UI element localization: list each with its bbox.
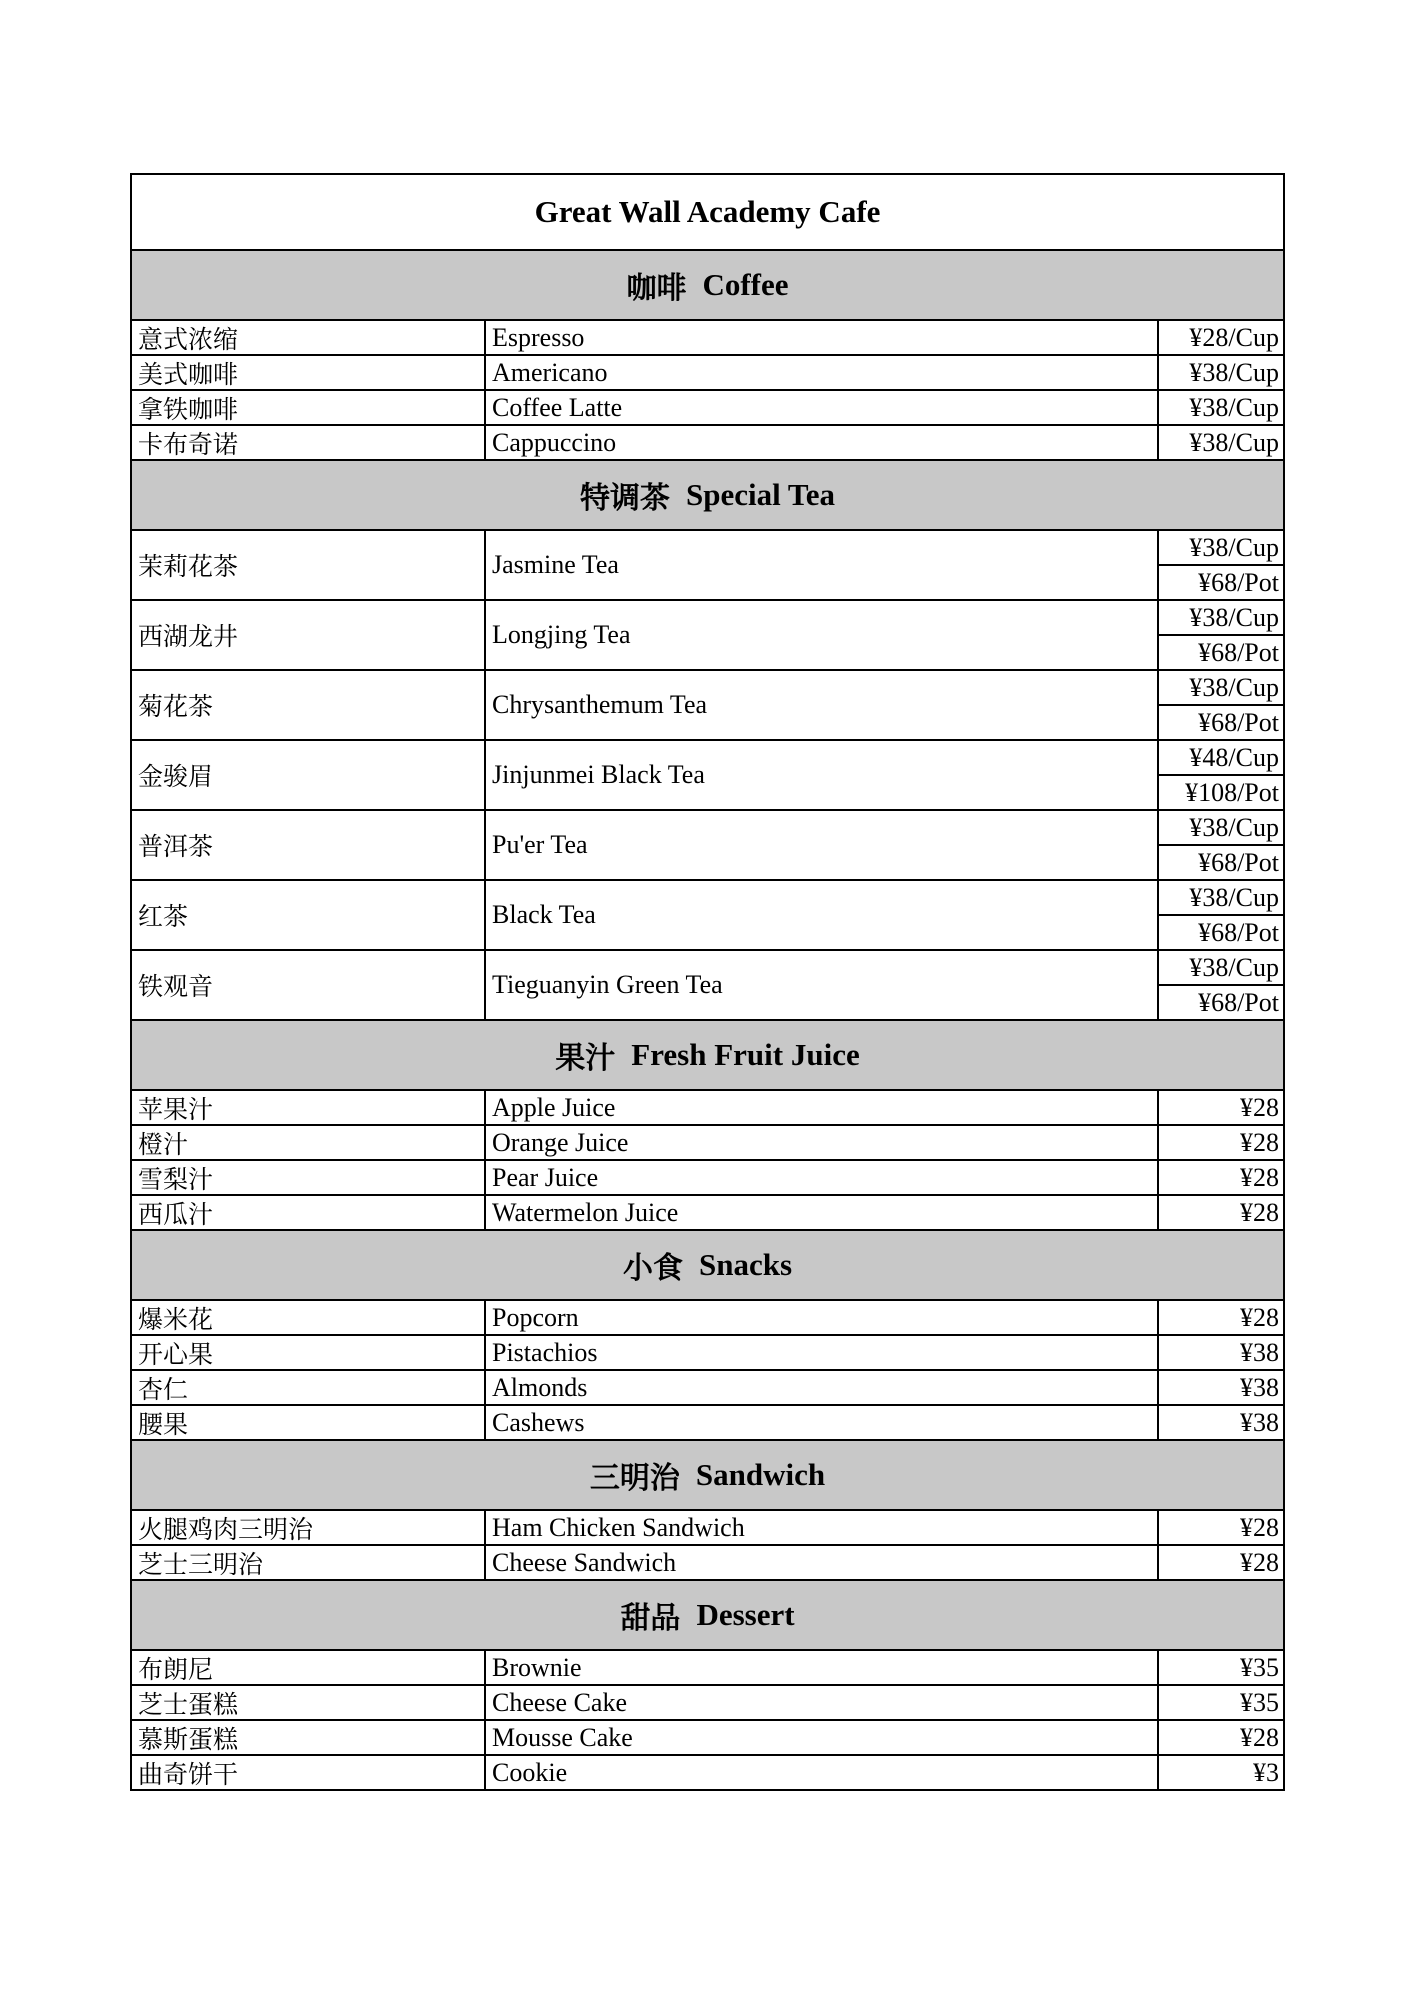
item-name-en: Almonds bbox=[486, 1371, 1159, 1404]
menu-item-row bbox=[132, 1371, 1283, 1406]
item-price: ¥68/Pot bbox=[1198, 567, 1279, 597]
item-price: ¥68/Pot bbox=[1198, 917, 1279, 947]
item-name-cn: 金骏眉 bbox=[132, 741, 486, 809]
item-name-en: Cappuccino bbox=[486, 426, 1159, 459]
item-name-cn: 开心果 bbox=[132, 1336, 486, 1369]
item-price-stack bbox=[1159, 671, 1283, 739]
item-name-cn: 红茶 bbox=[132, 881, 486, 949]
item-name-en: Cookie bbox=[486, 1756, 1159, 1789]
item-price: ¥28 bbox=[1240, 1092, 1279, 1122]
item-name-cn: 拿铁咖啡 bbox=[132, 391, 486, 424]
item-name-en: Jinjunmei Black Tea bbox=[486, 741, 1159, 809]
section-title-cn: 果汁 bbox=[555, 1041, 616, 1076]
menu-item-row bbox=[132, 1161, 1283, 1196]
menu-title: Great Wall Academy Cafe bbox=[132, 175, 1283, 251]
section-title-en: Coffee bbox=[702, 267, 789, 302]
menu-item-row bbox=[132, 1406, 1283, 1441]
section-title-en: Dessert bbox=[696, 1597, 795, 1632]
section-title-cn: 甜品 bbox=[620, 1601, 681, 1636]
item-name-cn: 芝士蛋糕 bbox=[132, 1686, 486, 1719]
menu-item-row bbox=[132, 671, 1283, 741]
item-name-en: Coffee Latte bbox=[486, 391, 1159, 424]
item-name-cn: 慕斯蛋糕 bbox=[132, 1721, 486, 1754]
item-name-en: Cheese Cake bbox=[486, 1686, 1159, 1719]
menu-item-row bbox=[132, 951, 1283, 1021]
item-name-en: Chrysanthemum Tea bbox=[486, 671, 1159, 739]
item-price: ¥48/Cup bbox=[1159, 741, 1283, 776]
item-name-en: Jasmine Tea bbox=[486, 531, 1159, 599]
item-name-en: Mousse Cake bbox=[486, 1721, 1159, 1754]
item-price: ¥38/Cup bbox=[1159, 881, 1283, 916]
item-name-cn: 卡布奇诺 bbox=[132, 426, 486, 459]
item-price: ¥38/Cup bbox=[1159, 531, 1283, 566]
menu-item-row bbox=[132, 1196, 1283, 1231]
item-price: ¥28 bbox=[1240, 1127, 1279, 1157]
item-name-en: Black Tea bbox=[486, 881, 1159, 949]
menu-item-row bbox=[132, 1546, 1283, 1581]
item-price: ¥3 bbox=[1253, 1757, 1279, 1787]
item-price: ¥38 bbox=[1240, 1372, 1279, 1402]
section-title-en: Fresh Fruit Juice bbox=[631, 1037, 860, 1072]
menu-item-row bbox=[132, 741, 1283, 811]
item-price: ¥38/Cup bbox=[1159, 951, 1283, 986]
item-price: ¥28 bbox=[1240, 1722, 1279, 1752]
section-header bbox=[132, 1581, 1283, 1651]
section-title-en: Special Tea bbox=[685, 477, 835, 512]
menu-item-row bbox=[132, 356, 1283, 391]
menu-item-row bbox=[132, 1301, 1283, 1336]
item-name-en: Espresso bbox=[486, 321, 1159, 354]
menu-sections bbox=[132, 251, 1283, 1789]
item-price-stack bbox=[1159, 741, 1283, 809]
item-name-en: Popcorn bbox=[486, 1301, 1159, 1334]
menu-item-row bbox=[132, 1721, 1283, 1756]
item-name-cn: 腰果 bbox=[132, 1406, 486, 1439]
item-name-cn: 曲奇饼干 bbox=[132, 1756, 486, 1789]
item-name-en: Ham Chicken Sandwich bbox=[486, 1511, 1159, 1544]
item-name-en: Americano bbox=[486, 356, 1159, 389]
item-name-en: Pu'er Tea bbox=[486, 811, 1159, 879]
item-price: ¥38/Cup bbox=[1189, 357, 1279, 387]
section-header bbox=[132, 1021, 1283, 1091]
menu-item-row bbox=[132, 1686, 1283, 1721]
menu-item-row bbox=[132, 1091, 1283, 1126]
item-name-cn: 西瓜汁 bbox=[132, 1196, 486, 1229]
item-name-en: Orange Juice bbox=[486, 1126, 1159, 1159]
item-price-stack bbox=[1159, 881, 1283, 949]
menu-item-row bbox=[132, 391, 1283, 426]
item-name-cn: 爆米花 bbox=[132, 1301, 486, 1334]
item-name-en: Brownie bbox=[486, 1651, 1159, 1684]
section-title-cn: 咖啡 bbox=[626, 271, 687, 306]
item-name-cn: 菊花茶 bbox=[132, 671, 486, 739]
section-header bbox=[132, 251, 1283, 321]
menu-item-row bbox=[132, 321, 1283, 356]
item-name-cn: 布朗尼 bbox=[132, 1651, 486, 1684]
item-name-en: Apple Juice bbox=[486, 1091, 1159, 1124]
item-name-cn: 杏仁 bbox=[132, 1371, 486, 1404]
item-price: ¥28 bbox=[1240, 1547, 1279, 1577]
item-name-cn: 火腿鸡肉三明治 bbox=[132, 1511, 486, 1544]
item-price: ¥35 bbox=[1240, 1652, 1279, 1682]
item-price: ¥68/Pot bbox=[1198, 637, 1279, 667]
menu-item-row bbox=[132, 1756, 1283, 1789]
item-name-en: Tieguanyin Green Tea bbox=[486, 951, 1159, 1019]
item-name-cn: 普洱茶 bbox=[132, 811, 486, 879]
item-price-stack bbox=[1159, 531, 1283, 599]
menu-item-row bbox=[132, 601, 1283, 671]
item-name-cn: 茉莉花茶 bbox=[132, 531, 486, 599]
item-name-en: Cheese Sandwich bbox=[486, 1546, 1159, 1579]
item-price: ¥28 bbox=[1240, 1302, 1279, 1332]
item-price: ¥38 bbox=[1240, 1337, 1279, 1367]
item-price: ¥35 bbox=[1240, 1687, 1279, 1717]
item-price: ¥68/Pot bbox=[1198, 847, 1279, 877]
section-title-en: Sandwich bbox=[695, 1457, 826, 1492]
menu-item-row bbox=[132, 531, 1283, 601]
item-name-cn: 苹果汁 bbox=[132, 1091, 486, 1124]
section-title-cn: 特调茶 bbox=[579, 481, 670, 516]
item-price: ¥38 bbox=[1240, 1407, 1279, 1437]
item-name-cn: 美式咖啡 bbox=[132, 356, 486, 389]
item-price: ¥38/Cup bbox=[1159, 671, 1283, 706]
section-title-en: Snacks bbox=[698, 1247, 793, 1282]
item-name-en: Longjing Tea bbox=[486, 601, 1159, 669]
item-price: ¥28 bbox=[1240, 1197, 1279, 1227]
item-name-cn: 铁观音 bbox=[132, 951, 486, 1019]
section-title-cn: 小食 bbox=[622, 1251, 683, 1286]
item-name-cn: 意式浓缩 bbox=[132, 321, 486, 354]
item-name-en: Pistachios bbox=[486, 1336, 1159, 1369]
item-price: ¥38/Cup bbox=[1189, 427, 1279, 457]
item-price-stack bbox=[1159, 601, 1283, 669]
menu-item-row bbox=[132, 811, 1283, 881]
item-name-cn: 芝士三明治 bbox=[132, 1546, 486, 1579]
item-price: ¥28/Cup bbox=[1189, 322, 1279, 352]
item-name-en: Pear Juice bbox=[486, 1161, 1159, 1194]
item-price: ¥68/Pot bbox=[1198, 987, 1279, 1017]
item-price: ¥28 bbox=[1240, 1512, 1279, 1542]
menu-item-row bbox=[132, 426, 1283, 461]
section-header bbox=[132, 461, 1283, 531]
menu-item-row bbox=[132, 1126, 1283, 1161]
item-name-cn: 雪梨汁 bbox=[132, 1161, 486, 1194]
item-name-en: Watermelon Juice bbox=[486, 1196, 1159, 1229]
item-price-stack bbox=[1159, 951, 1283, 1019]
item-price: ¥28 bbox=[1240, 1162, 1279, 1192]
item-price: ¥68/Pot bbox=[1198, 707, 1279, 737]
item-price: ¥38/Cup bbox=[1189, 392, 1279, 422]
section-title-cn: 三明治 bbox=[589, 1461, 680, 1496]
menu-item-row bbox=[132, 1651, 1283, 1686]
item-name-cn: 西湖龙井 bbox=[132, 601, 486, 669]
item-price-stack bbox=[1159, 811, 1283, 879]
item-price: ¥38/Cup bbox=[1159, 601, 1283, 636]
item-price: ¥108/Pot bbox=[1185, 777, 1279, 807]
menu-item-row bbox=[132, 1336, 1283, 1371]
menu-table bbox=[130, 173, 1285, 1791]
menu-item-row bbox=[132, 1511, 1283, 1546]
item-name-en: Cashews bbox=[486, 1406, 1159, 1439]
section-header bbox=[132, 1231, 1283, 1301]
item-name-cn: 橙汁 bbox=[132, 1126, 486, 1159]
item-price: ¥38/Cup bbox=[1159, 811, 1283, 846]
section-header bbox=[132, 1441, 1283, 1511]
menu-item-row bbox=[132, 881, 1283, 951]
